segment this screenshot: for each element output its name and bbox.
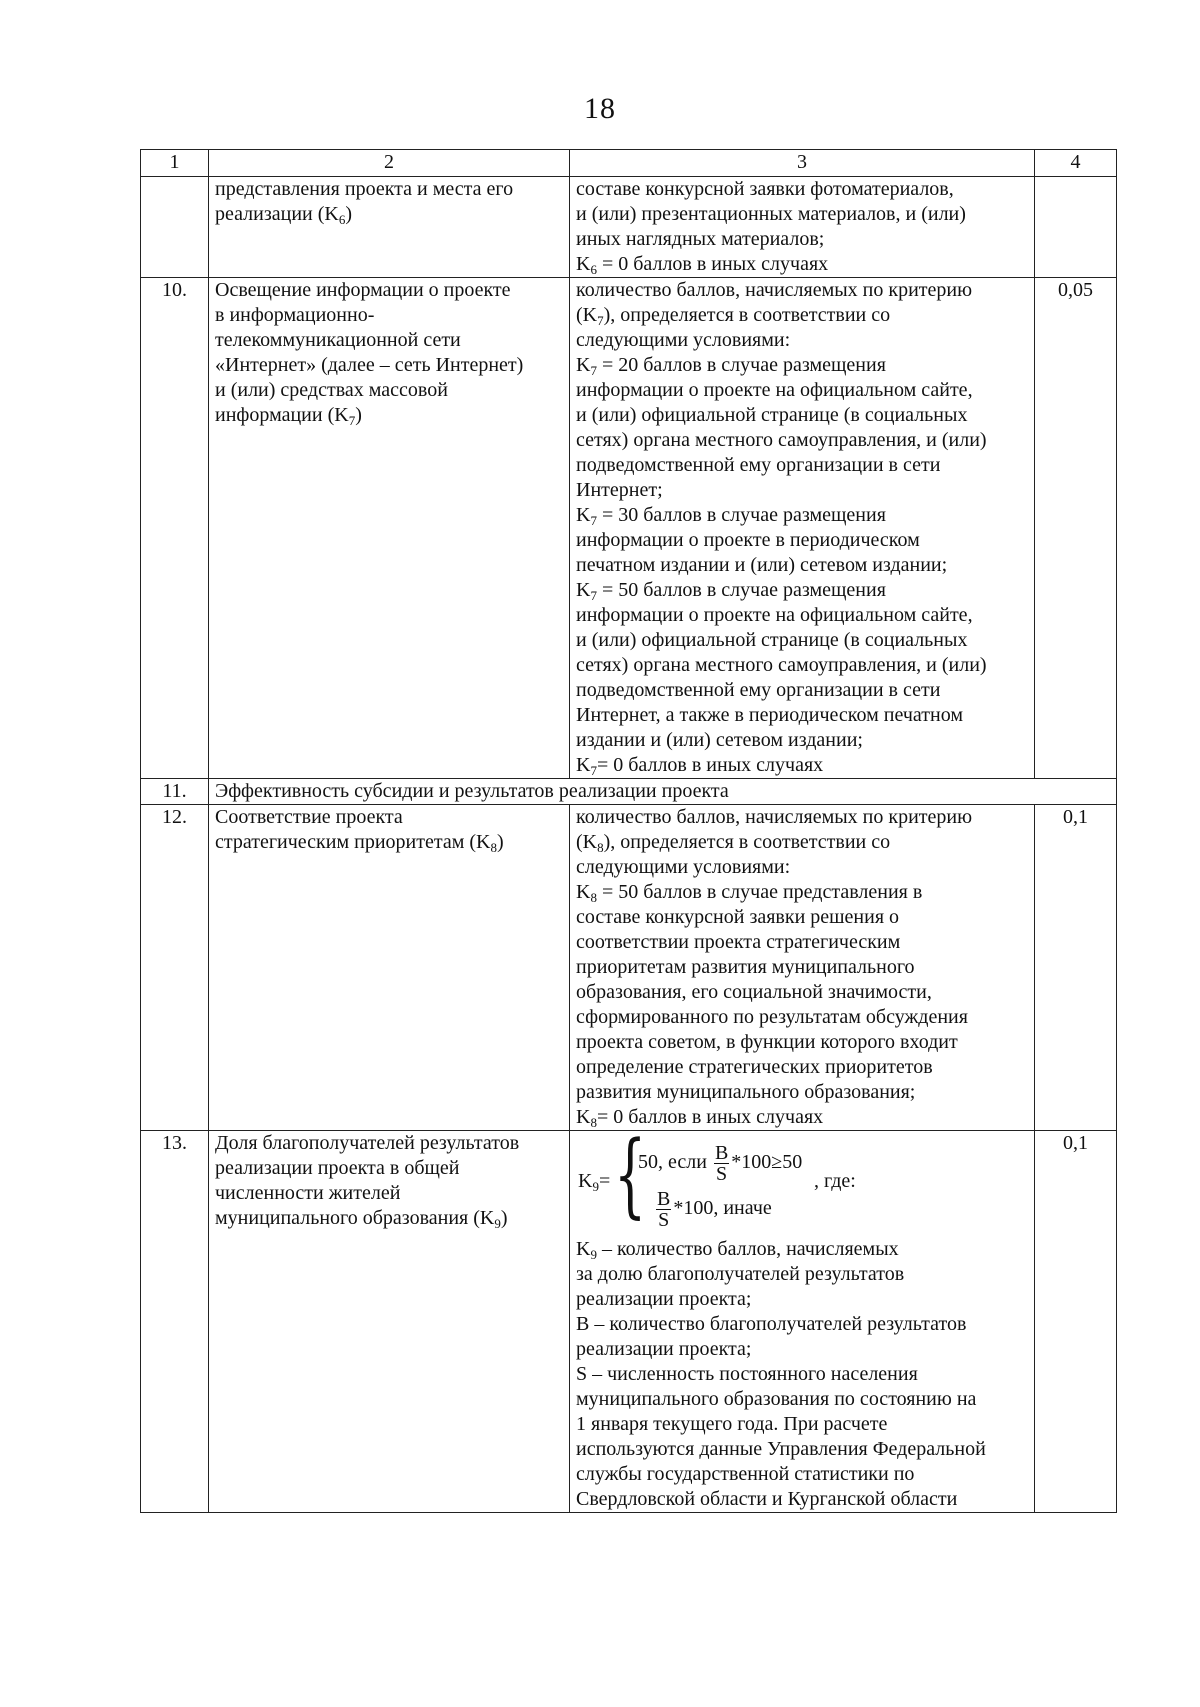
header-col-2: 2 — [209, 150, 570, 177]
denominator: S — [658, 1209, 670, 1231]
numerator: B — [657, 1188, 671, 1210]
text-line: следующими условиями: — [576, 856, 791, 878]
text-line: количество баллов, начисляемых по критерию — [576, 806, 973, 828]
header-row — [141, 150, 1117, 177]
text-line: сетях) органа местного самоуправления, и (или) — [576, 654, 987, 676]
text-line: телекоммуникационной сети — [215, 329, 461, 351]
text-line: в информационно- — [215, 304, 375, 326]
text-line: численности жителей — [215, 1182, 401, 1204]
text-line: приоритетам развития муниципального — [576, 956, 915, 978]
text-line: $K_8 = 50$ баллов в случае представления в — [576, 881, 923, 905]
denominator: S — [716, 1163, 728, 1185]
row-number-cell — [141, 177, 209, 278]
numerator: B — [714, 1142, 729, 1164]
text-line: Интернет; — [576, 479, 663, 501]
text-line: $K_7 = 20$ баллов в случае размещения — [576, 354, 886, 378]
text-line: $K_7= 0$ баллов в иных случаях — [576, 754, 824, 778]
table-row — [141, 779, 1117, 805]
text-line: проекта советом, в функции которого входит — [576, 1031, 958, 1053]
text-line: стратегическим приоритетам $(K_8)$ — [215, 831, 504, 855]
text-line: определение стратегических приоритетов — [576, 1056, 933, 1078]
text-line: B – количество благополучателей результатов — [576, 1313, 967, 1335]
text-line: Доля благополучателей результатов — [215, 1132, 520, 1154]
text-line: «Интернет» (далее – сеть Интернет) — [215, 354, 524, 376]
row-number: 12. — [141, 805, 209, 1131]
header-col-3: 3 — [570, 150, 1035, 177]
fraction — [714, 1143, 729, 1184]
text-line: составе конкурсной заявки фотоматериалов, — [576, 178, 954, 200]
text-line: Соответствие проекта — [215, 806, 403, 828]
text-line: $K_8= 0$ баллов в иных случаях — [576, 1106, 824, 1130]
text-line: сформированного по результатам обсуждения — [576, 1006, 968, 1028]
text-line: Свердловской области и Курганской области — [576, 1488, 958, 1510]
text-line: информации о проекте на официальном сайте, — [576, 379, 973, 401]
weight-value: 0,05 — [1035, 278, 1117, 779]
text-line: издании и (или) сетевом издании; — [576, 729, 863, 751]
table-row — [141, 805, 1117, 1131]
text-line: муниципального образования по состоянию на — [576, 1388, 977, 1410]
left-brace: { — [614, 1121, 647, 1228]
text-line: реализации проекта; — [576, 1288, 752, 1310]
formula-lhs: $K_9=$ — [578, 1170, 611, 1194]
row-number: 11. — [141, 779, 209, 805]
row-number: 10. — [141, 278, 209, 779]
text-line: $K_7 = 30$ баллов в случае размещения — [576, 504, 886, 528]
text-line: сетях) органа местного самоуправления, и (или) — [576, 429, 987, 451]
text-line: подведомственной ему организации в сети — [576, 679, 941, 701]
text-line: и (или) средствах массовой — [215, 379, 448, 401]
text-line: и (или) официальной странице (в социальных — [576, 629, 968, 651]
formula-case-1 — [638, 1143, 802, 1184]
text-line: подведомственной ему организации в сети — [576, 454, 941, 476]
text-line: Эффективность субсидии и результатов реализации проекта — [215, 780, 729, 802]
text-line: составе конкурсной заявки решения о — [576, 906, 900, 928]
criteria-table — [140, 149, 1117, 1513]
scoring-cell — [570, 278, 1035, 779]
page-number: 18 — [584, 92, 616, 125]
text-line: муниципального образования $(K_9)$ — [215, 1207, 508, 1231]
scoring-cell — [570, 177, 1035, 278]
text-line: реализации проекта в общей — [215, 1157, 460, 1179]
text-line: представления проекта и места его — [215, 178, 514, 200]
text-line: информации $(K_7)$ — [215, 404, 362, 428]
text-line: реализации проекта; — [576, 1338, 752, 1360]
text-line: 1 января текущего года. При расчете — [576, 1413, 888, 1435]
text-line: $K_6 = 0$ баллов в иных случаях — [576, 253, 829, 277]
text-line: $(K_7)$, определяется в соответствии со — [576, 304, 891, 328]
text-line: за долю благополучателей результатов — [576, 1263, 905, 1285]
text-line: и (или) презентационных материалов, и (или) — [576, 203, 966, 225]
text-line: $K_9$ – количество баллов, начисляемых — [576, 1238, 899, 1262]
criterion-cell — [209, 177, 570, 278]
header-col-4: 4 — [1035, 150, 1117, 177]
fraction — [656, 1189, 671, 1230]
text-line: количество баллов, начисляемых по критерию — [576, 279, 973, 301]
scoring-cell — [570, 805, 1035, 1131]
text-line: используются данные Управления Федеральной — [576, 1438, 986, 1460]
text-line: печатном издании и (или) сетевом издании; — [576, 554, 948, 576]
text-line: $(K_8)$, определяется в соответствии со — [576, 831, 891, 855]
section-heading — [209, 779, 1117, 805]
scoring-cell — [570, 1121, 1035, 1513]
criterion-cell — [209, 805, 570, 1131]
text-line: службы государственной статистики по — [576, 1463, 915, 1485]
text-line: информации о проекте в периодическом — [576, 529, 920, 551]
case2-suffix: *100, иначе — [673, 1197, 772, 1220]
formula-where: , где: — [814, 1170, 856, 1192]
text-line: информации о проекте на официальном сайте, — [576, 604, 973, 626]
text-line: соответствии проекта стратегическим — [576, 931, 901, 953]
weight-cell — [1035, 177, 1117, 278]
text-line: $K_7 = 50$ баллов в случае размещения — [576, 579, 886, 603]
formula-case-2 — [654, 1189, 772, 1230]
text-line: следующими условиями: — [576, 329, 791, 351]
text-line: развития муниципального образования; — [576, 1081, 916, 1103]
table-row — [141, 278, 1117, 779]
criterion-cell — [209, 278, 570, 779]
case1-suffix: *100≥50 — [731, 1151, 803, 1174]
weight-value: 0,1 — [1035, 805, 1117, 1131]
row-number: 13. — [141, 1131, 209, 1513]
table-row — [141, 1131, 1117, 1513]
case1-prefix: 50, если — [638, 1151, 707, 1174]
text-line: Освещение информации о проекте — [215, 279, 511, 301]
text-line: и (или) официальной странице (в социальных — [576, 404, 968, 426]
text-line: S – численность постоянного населения — [576, 1363, 918, 1385]
criterion-cell — [209, 1131, 570, 1513]
text-line: образования, его социальной значимости, — [576, 981, 932, 1003]
table-row — [141, 177, 1117, 278]
k9-formula — [576, 1121, 1028, 1237]
weight-value: 0,1 — [1035, 1131, 1117, 1513]
text-line: Интернет, а также в периодическом печатном — [576, 704, 964, 726]
text-line: реализации $(K_6)$ — [215, 203, 353, 227]
text-line: иных наглядных материалов; — [576, 228, 825, 250]
header-col-1: 1 — [141, 150, 209, 177]
